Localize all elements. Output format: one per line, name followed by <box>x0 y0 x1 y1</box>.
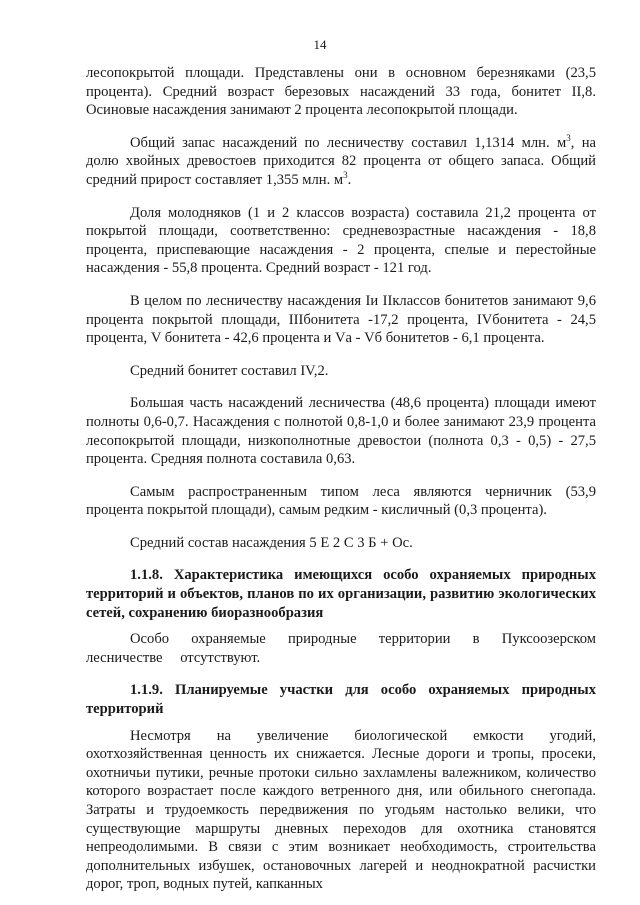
paragraph-composition: Средний состав насаждения 5 Е 2 С 3 Б + Ос. <box>130 534 413 551</box>
section-title: Характеристика имеющихся особо охраняемых природных территорий и объектов, планов по их организации, развитию экологических сетей, сохранению биоразнообразия <box>86 567 596 621</box>
section-number: 1.1.9. <box>130 682 163 699</box>
superscript-cubic: 3 <box>343 169 348 180</box>
total-stock-text-c: . <box>347 171 352 188</box>
page-number: 14 <box>313 37 327 52</box>
paragraph-planned-areas: Несмотря на увеличение биологической емкости угодий, охотхозяйственная ценность их снижается. Лесные дороги и тропы, просеки, охотничьи путики, речные протоки сильно захламлены валежником, количество которого возрастает после каждого ветренного дня, или обильного снегопада. Затраты и трудоемкость передвижения по угодьям настолько велики, что существующие маршруты дневных переходов для охотника становятся непреодолимыми. В связи с этим возникает необходимость, строительства дополнительных избушек, остановочных лагерей и неоднократной расчистки дорог, троп, водных путей, капканных <box>86 727 596 893</box>
paragraph-total-stock <box>86 134 596 190</box>
paragraph-density: Большая часть насаждений лесничества (48,6 процента) площади имеют полноты 0,6-0,7. Насаждения с полнотой 0,8-1,0 и более занимают 23,9 процента лесопокрытой площади, низкополнотные древостои (полнота 0,3 - 0,5) - 27,5 процента. Средняя полнота составила 0,63. <box>86 395 596 468</box>
paragraph-average-site-class: Средний бонитет составил IV,2. <box>130 362 329 379</box>
paragraph-forest-type: Самым распространенным типом леса являются черничник (53,9 процента покрытой площади), самым редким - кисличный (0,3 процента). <box>86 483 596 519</box>
section-heading-1-1-9 <box>86 681 596 718</box>
paragraph-protected-areas: Особо охраняемые природные территории в Пуксоозерском лесничестве отсутствуют. <box>86 631 596 666</box>
section-title: Планируемые участки для особо охраняемых природных территорий <box>86 682 596 718</box>
total-stock-text-a: Общий запас насаждений по лесничеству составил 1,1314 млн. м <box>130 134 567 151</box>
page-content <box>86 64 596 894</box>
section-heading-1-1-8 <box>86 566 596 622</box>
section-number: 1.1.8. <box>130 567 163 584</box>
superscript-cubic: 3 <box>566 132 571 143</box>
paragraph-birch-stands: лесопокрытой площади. Представлены они в основном березняками (23,5 процента). Средний возраст березовых насаждений 33 года, бонитет II,8. Осиновые насаждения занимают 2 процента лесопокрытой площади. <box>86 65 596 119</box>
paragraph-site-class: В целом по лесничеству насаждения Iи IIклассов бонитетов занимают 9,6 процента покрытой площади, IIIбонитета -17,2 процента, IVбонитета - 24,5 процента, V бонитета - 42,6 процента и Vа - Vб бонитетов - 6,1 процента. <box>86 292 596 347</box>
paragraph-young-stands: Доля молодняков (1 и 2 классов возраста) составила 21,2 процента от покрытой площади, соответственно: средневозрастные насаждения - 18,8 процента, приспевающие насаждения - 2 процента, спелые и перестойные насаждения - 55,8 процента. Средний возраст - 121 год. <box>86 204 596 277</box>
total-stock-text-b: , на долю хвойных древостоев приходится 82 процента от общего запаса. Общий средний прирост составляет 1,355 млн. м <box>86 134 596 188</box>
